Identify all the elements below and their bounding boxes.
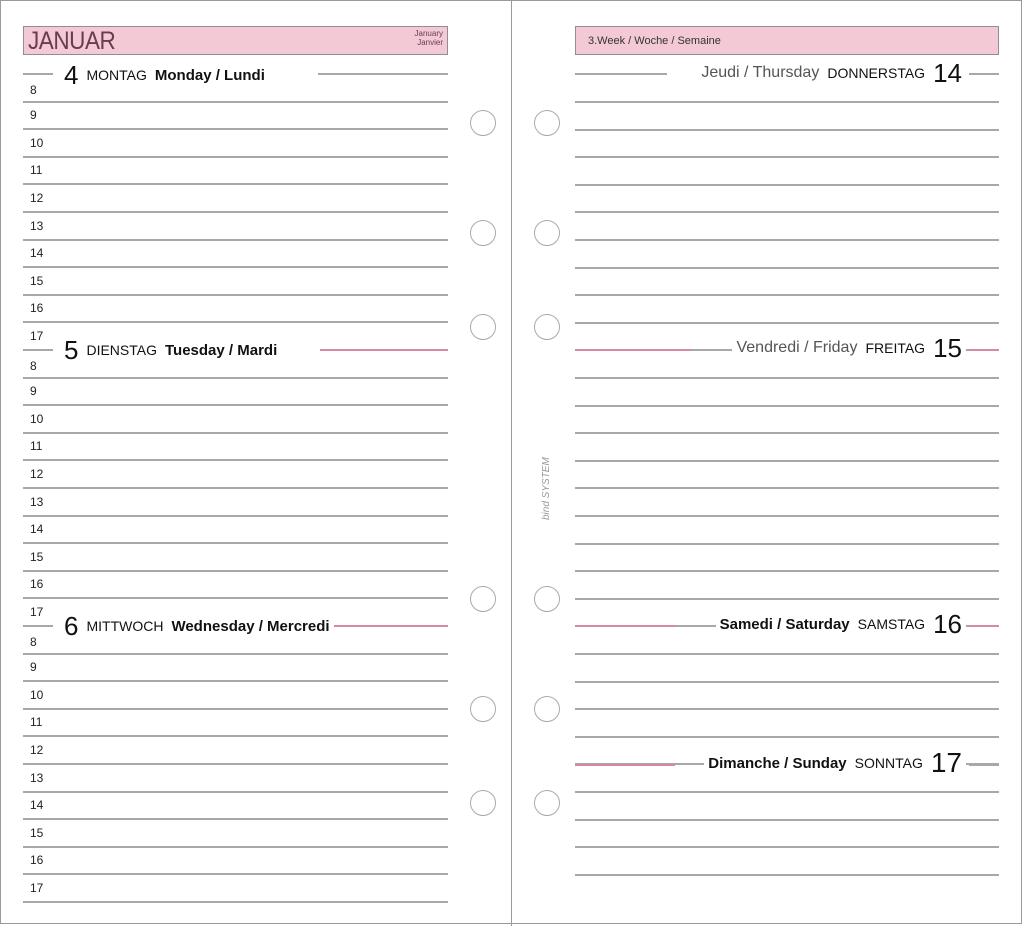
ruled-line	[23, 873, 448, 875]
day-name-de: DONNERSTAG	[823, 65, 929, 81]
ruled-line	[575, 156, 999, 158]
hour-label: 10	[30, 136, 44, 150]
month-header	[23, 26, 448, 55]
hour-label: 9	[30, 660, 37, 674]
ruled-line	[23, 901, 448, 903]
ring-hole-icon	[470, 696, 496, 722]
day-label-monday	[60, 60, 269, 90]
ring-hole-icon	[534, 696, 560, 722]
day-number: 17	[927, 749, 966, 777]
ruled-line	[575, 708, 999, 710]
day-divider-accent	[320, 349, 448, 351]
day-name-de: FREITAG	[861, 340, 929, 356]
hour-label: 9	[30, 384, 37, 398]
month-subtitle-fr: Janvier	[417, 38, 443, 47]
ring-hole-icon	[534, 220, 560, 246]
day-number: 5	[60, 337, 82, 363]
ruled-line	[23, 487, 448, 489]
ruled-line	[575, 487, 999, 489]
day-name-de: MONTAG	[82, 67, 150, 83]
hour-label: 14	[30, 522, 44, 536]
day-divider-line	[969, 73, 999, 75]
ring-hole-icon	[470, 220, 496, 246]
day-name-de: SONNTAG	[851, 755, 927, 771]
brand-logo: bind SYSTEM	[541, 457, 552, 520]
hour-label: 9	[30, 108, 37, 122]
hour-label: 15	[30, 274, 44, 288]
ruled-line	[575, 184, 999, 186]
ruled-line	[23, 404, 448, 406]
hour-label: 16	[30, 853, 44, 867]
day-divider-accent	[969, 349, 999, 351]
ruled-line	[575, 239, 999, 241]
ruled-line	[575, 570, 999, 572]
hour-label: 13	[30, 771, 44, 785]
day-number: 15	[929, 335, 966, 361]
hour-label: 15	[30, 826, 44, 840]
ruled-line	[23, 708, 448, 710]
ruled-line	[23, 735, 448, 737]
ruled-line	[23, 459, 448, 461]
ruled-line	[575, 405, 999, 407]
hour-label: 11	[30, 163, 43, 177]
hour-label: 11	[30, 439, 43, 453]
day-name-fr: Jeudi / Thursday	[697, 64, 823, 82]
ring-hole-icon	[470, 790, 496, 816]
day-divider-accent	[575, 625, 675, 627]
ruled-line	[23, 597, 448, 599]
ruled-line	[23, 156, 448, 158]
day-label-saturday	[716, 609, 966, 639]
hour-label: 12	[30, 743, 44, 757]
week-header	[575, 26, 999, 55]
day-name-de: SAMSTAG	[854, 616, 929, 632]
ruled-line	[23, 432, 448, 434]
ruled-line	[23, 653, 448, 655]
hour-label: 12	[30, 191, 44, 205]
hour-label: 17	[30, 605, 44, 619]
day-divider-accent	[575, 764, 675, 766]
day-label-friday	[732, 333, 966, 363]
ruled-line	[23, 377, 448, 379]
day-divider-line	[23, 73, 53, 75]
hour-label: 13	[30, 495, 44, 509]
ruled-line	[23, 763, 448, 765]
ruled-line	[575, 681, 999, 683]
ruled-line	[575, 211, 999, 213]
ruled-line	[575, 129, 999, 131]
ruled-line	[575, 432, 999, 434]
ruled-line	[23, 818, 448, 820]
hour-label: 12	[30, 467, 44, 481]
week-label: 3.Week / Woche / Semaine	[588, 35, 721, 47]
day-name-fr: Samedi / Saturday	[716, 616, 854, 633]
ruled-line	[23, 680, 448, 682]
month-subtitle	[415, 29, 443, 47]
day-number: 14	[929, 60, 966, 86]
ruled-line	[23, 321, 448, 323]
ring-hole-icon	[534, 314, 560, 340]
ruled-line	[23, 266, 448, 268]
ruled-line	[575, 322, 999, 324]
hour-label: 13	[30, 219, 44, 233]
day-divider-accent	[320, 625, 448, 627]
hour-label: 14	[30, 246, 44, 260]
hour-label: 17	[30, 881, 44, 895]
ruled-line	[575, 874, 999, 876]
day-label-thursday	[697, 58, 966, 88]
day-number: 6	[60, 613, 82, 639]
ruled-line	[23, 239, 448, 241]
day-divider-line	[575, 73, 667, 75]
hour-label: 8	[30, 359, 37, 373]
ring-hole-icon	[470, 586, 496, 612]
ruled-line	[575, 598, 999, 600]
hour-label: 17	[30, 329, 44, 343]
ruled-line	[575, 819, 999, 821]
ruled-line	[23, 101, 448, 103]
hour-label: 15	[30, 550, 44, 564]
ruled-line	[575, 267, 999, 269]
hour-label: 14	[30, 798, 44, 812]
hour-label: 10	[30, 688, 44, 702]
hour-label: 16	[30, 301, 44, 315]
day-divider-accent	[575, 349, 690, 351]
ruled-line	[575, 653, 999, 655]
month-title: JANUAR	[28, 27, 116, 55]
day-name-fr: Dimanche / Sunday	[704, 755, 850, 772]
ruled-line	[575, 736, 999, 738]
month-subtitle-en: January	[414, 29, 443, 38]
day-name-de: MITTWOCH	[82, 618, 167, 634]
day-number: 16	[929, 611, 966, 637]
ruled-line	[575, 543, 999, 545]
ruled-line	[23, 183, 448, 185]
ruled-line	[575, 846, 999, 848]
ruled-line	[23, 294, 448, 296]
ring-hole-icon	[534, 790, 560, 816]
ring-hole-icon	[534, 586, 560, 612]
hour-label: 8	[30, 635, 37, 649]
hour-label: 8	[30, 83, 37, 97]
ruled-line	[575, 101, 999, 103]
day-divider-line	[969, 764, 999, 766]
day-name-de: DIENSTAG	[82, 342, 161, 358]
hour-label: 11	[30, 715, 43, 729]
day-divider-line	[23, 625, 53, 627]
ring-hole-icon	[470, 110, 496, 136]
day-name-en: Monday / Lundi	[151, 67, 269, 84]
hour-label: 10	[30, 412, 44, 426]
day-divider-accent	[969, 625, 999, 627]
day-name-en: Tuesday / Mardi	[161, 342, 281, 359]
ruled-line	[575, 791, 999, 793]
ring-hole-icon	[534, 110, 560, 136]
ruled-line	[575, 294, 999, 296]
ruled-line	[575, 515, 999, 517]
ruled-line	[23, 515, 448, 517]
day-name-en: Wednesday / Mercredi	[167, 618, 333, 635]
ruled-line	[23, 570, 448, 572]
day-label-tuesday	[60, 335, 281, 365]
day-label-wednesday	[60, 611, 334, 641]
day-divider-line	[23, 349, 53, 351]
ruled-line	[23, 211, 448, 213]
day-label-sunday	[704, 748, 966, 778]
day-number: 4	[60, 62, 82, 88]
ring-hole-icon	[470, 314, 496, 340]
ruled-line	[23, 791, 448, 793]
hour-label: 16	[30, 577, 44, 591]
ruled-line	[575, 377, 999, 379]
ruled-line	[575, 460, 999, 462]
ruled-line	[23, 846, 448, 848]
day-name-fr: Vendredi / Friday	[732, 339, 861, 357]
ruled-line	[23, 542, 448, 544]
ruled-line	[23, 128, 448, 130]
center-fold	[511, 0, 512, 926]
day-divider-line	[318, 73, 448, 75]
